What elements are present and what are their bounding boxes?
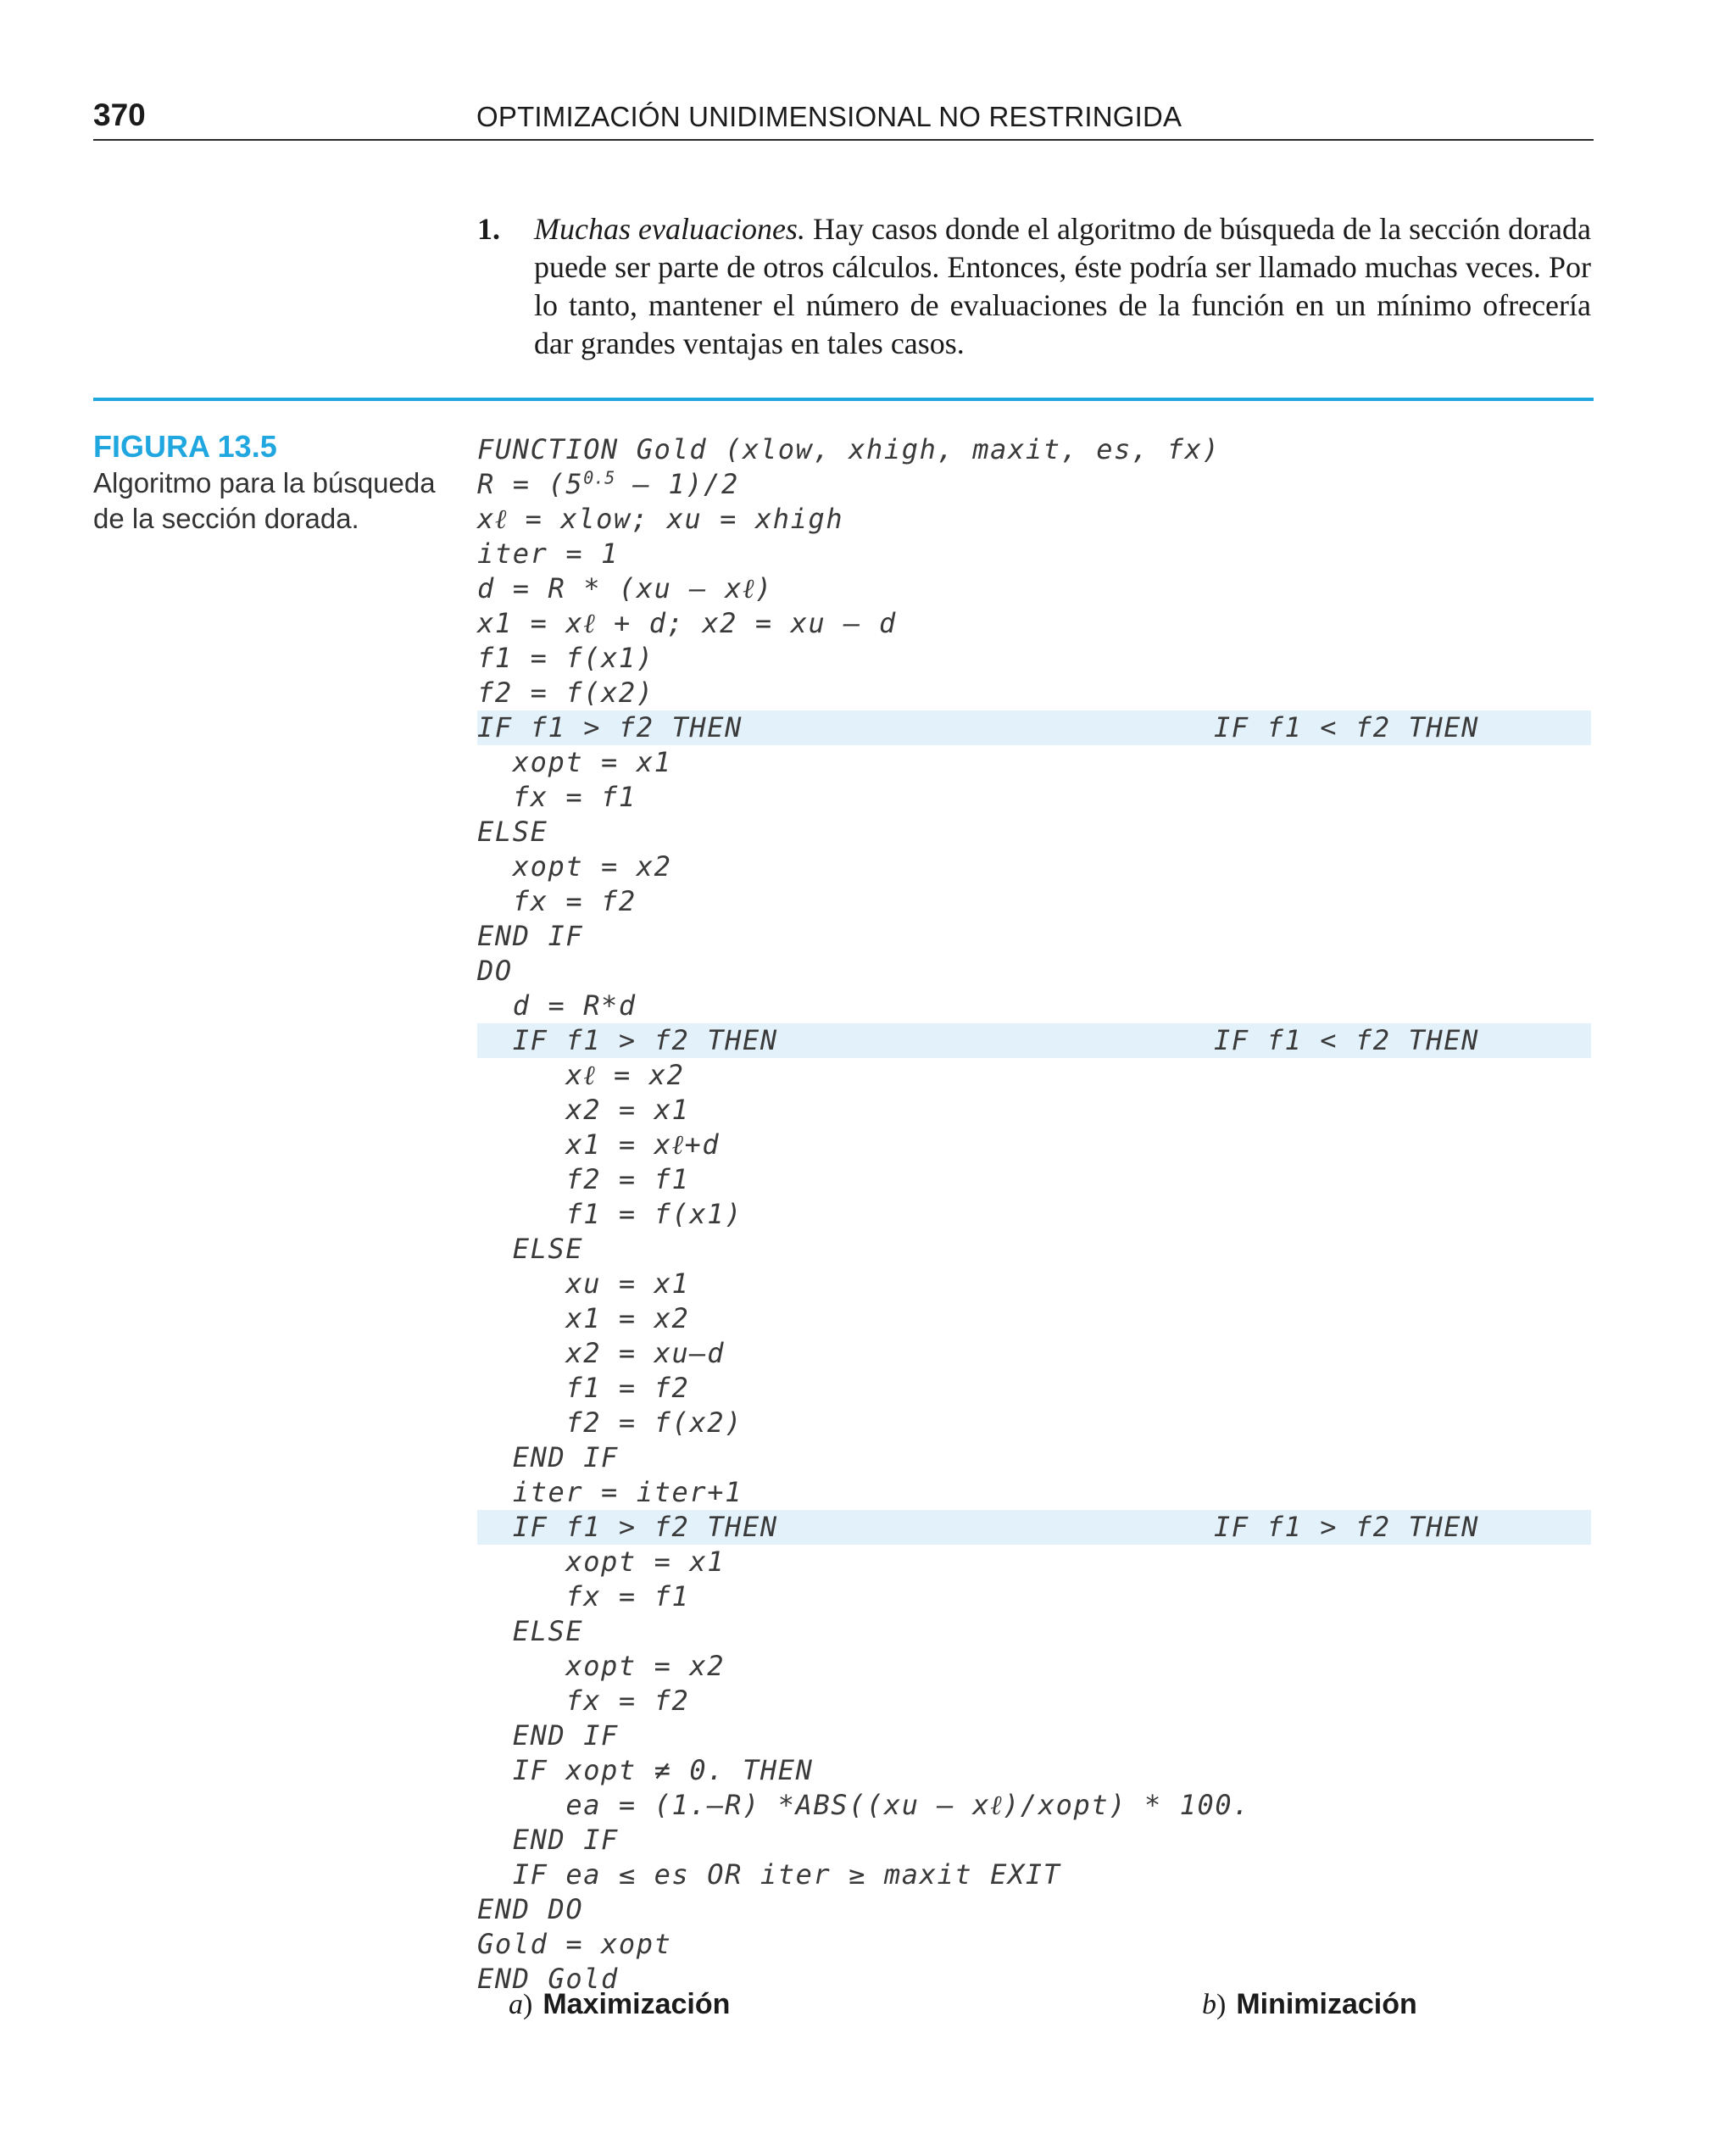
code-line: iter = iter+1 xyxy=(477,1476,743,1508)
code-line: xopt = x1 xyxy=(477,746,672,778)
page-header xyxy=(93,95,1594,141)
subcaption-minimization xyxy=(1202,1984,1417,2025)
code-line: END IF xyxy=(477,1719,619,1752)
code-line: IF xopt ≠ 0. THEN xyxy=(477,1754,814,1786)
code-line: f1 = f2 xyxy=(477,1372,690,1404)
figure-caption: Algoritmo para la búsqueda de la sección dorada. xyxy=(93,467,436,534)
code-line: xu = x1 xyxy=(477,1267,690,1300)
code-minimization-variant: IF f1 < f2 THEN xyxy=(1214,711,1479,744)
code-maximization-variant: IF f1 > f2 THEN xyxy=(477,1511,778,1543)
pseudocode-block xyxy=(477,432,1591,1997)
code-line: DO xyxy=(477,955,513,987)
code-line: x2 = x1 xyxy=(477,1094,690,1126)
code-line: fx = f1 xyxy=(477,1580,690,1612)
code-line: iter = 1 xyxy=(477,538,619,570)
code-line: f2 = f1 xyxy=(477,1163,690,1195)
code-line xyxy=(477,467,1591,502)
code-line: xopt = x2 xyxy=(477,1650,726,1682)
code-line: fx = f2 xyxy=(477,885,637,917)
code-line: IF ea ≤ es OR iter ≥ maxit EXIT xyxy=(477,1858,1061,1891)
code-line: FUNCTION Gold (xlow, xhigh, maxit, es, fx) xyxy=(477,433,1221,465)
code-line: ea = (1.–R) *ABS((xu – xℓ)/xopt) * 100. xyxy=(477,1789,1251,1821)
figure-label: FIGURA 13.5 xyxy=(93,429,277,464)
code-line: xopt = x2 xyxy=(477,850,672,883)
code-fragment: R = (5 xyxy=(477,468,584,500)
subcaption-letter: a xyxy=(509,1989,523,2020)
code-line: xopt = x1 xyxy=(477,1546,726,1578)
code-line-highlighted xyxy=(477,1510,1591,1545)
list-item-number: 1. xyxy=(477,212,500,246)
code-line: f1 = f(x1) xyxy=(477,642,654,674)
code-line: END Gold xyxy=(477,1963,619,1995)
subcaption-title: Minimización xyxy=(1236,1988,1417,2020)
code-line: xℓ = x2 xyxy=(477,1059,685,1091)
code-maximization-variant: IF f1 > f2 THEN xyxy=(477,711,743,744)
exponent: 0.5 xyxy=(583,467,615,488)
sub-captions xyxy=(477,1984,1591,2025)
code-minimization-variant: IF f1 < f2 THEN xyxy=(1214,1024,1479,1056)
code-line: xℓ = xlow; xu = xhigh xyxy=(477,503,844,535)
code-line: ELSE xyxy=(477,1233,584,1265)
code-minimization-variant: IF f1 > f2 THEN xyxy=(1214,1511,1479,1543)
running-title: OPTIMIZACIÓN UNIDIMENSIONAL NO RESTRINGIDA xyxy=(476,101,1182,132)
code-line: f1 = f(x1) xyxy=(477,1198,743,1230)
list-item xyxy=(477,210,1591,363)
code-line: x1 = xℓ + d; x2 = xu – d xyxy=(477,607,897,639)
subcaption-maximization xyxy=(509,1984,730,2025)
code-line: fx = f1 xyxy=(477,781,637,813)
code-fragment: – 1)/2 xyxy=(615,468,739,500)
page-number: 370 xyxy=(93,97,146,132)
code-line-highlighted xyxy=(477,1023,1591,1058)
code-line: x2 = xu–d xyxy=(477,1337,726,1369)
subcaption-paren: ) xyxy=(1216,1989,1227,2020)
subcaption-paren: ) xyxy=(523,1989,533,2020)
code-line: f2 = f(x2) xyxy=(477,1406,743,1439)
code-line: fx = f2 xyxy=(477,1685,690,1717)
subcaption-title: Maximización xyxy=(542,1988,731,2020)
code-line: f2 = f(x2) xyxy=(477,677,654,709)
code-line: d = R * (xu – xℓ) xyxy=(477,572,773,604)
code-line: Gold = xopt xyxy=(477,1928,672,1960)
code-line-highlighted xyxy=(477,710,1591,745)
subcaption-letter: b xyxy=(1202,1989,1216,2020)
code-line: ELSE xyxy=(477,1615,584,1647)
figure-divider xyxy=(93,398,1594,401)
code-line: END IF xyxy=(477,1441,619,1473)
code-maximization-variant: IF f1 > f2 THEN xyxy=(477,1024,778,1056)
code-line: END IF xyxy=(477,1824,619,1856)
code-line: ELSE xyxy=(477,816,548,848)
code-line: x1 = x2 xyxy=(477,1302,690,1334)
code-line: END DO xyxy=(477,1893,584,1925)
list-item-body: Hay casos donde el algoritmo de búsqueda de la sección dorada puede ser parte de otros cálculos. Entonces, éste podría ser llamado muchas veces. Por lo tanto, mantener el número de evaluaciones de la función en un mínimo ofrecería dar grandes ventajas en tales casos. xyxy=(534,212,1592,360)
code-line: END IF xyxy=(477,920,584,952)
list-item-heading: Muchas evaluaciones. xyxy=(534,212,805,246)
list-item-text xyxy=(534,210,1591,363)
code-line: d = R*d xyxy=(477,989,637,1022)
code-line: x1 = xℓ+d xyxy=(477,1128,721,1161)
